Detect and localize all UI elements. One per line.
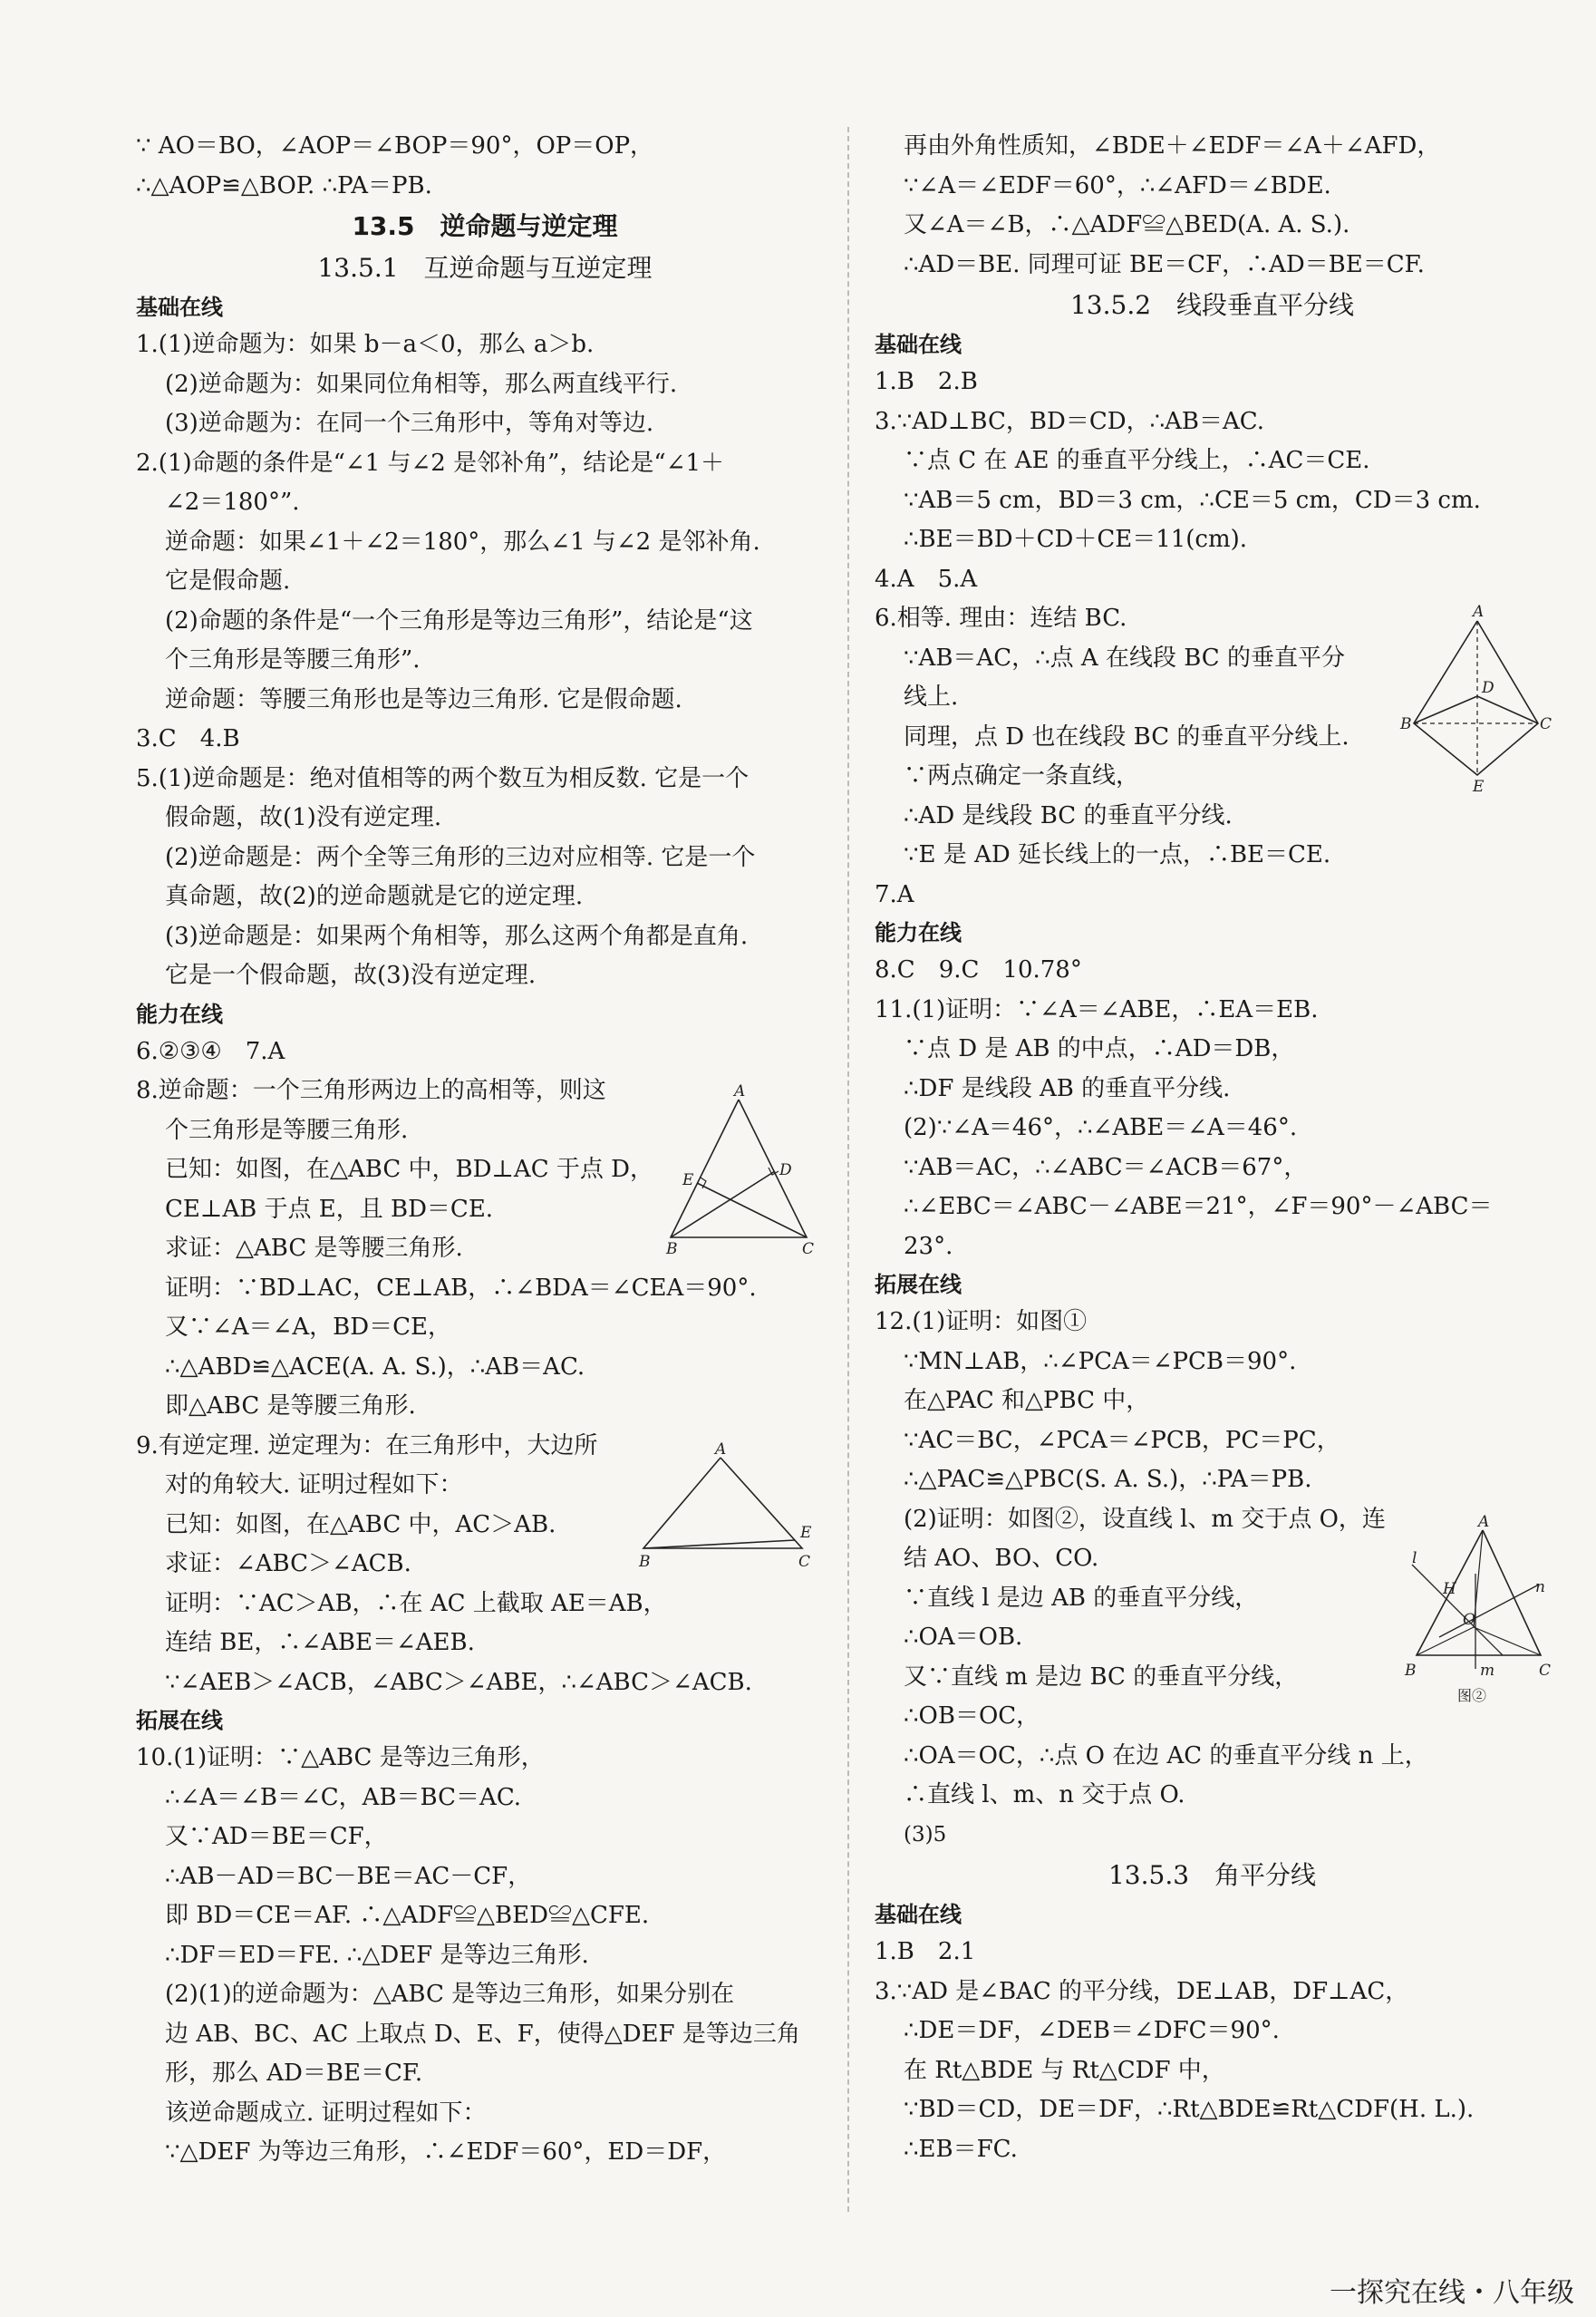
text-line: ∵MN⊥AB，∴∠PCA＝∠PCB＝90°. bbox=[904, 1347, 1297, 1375]
fig12-label-n: n bbox=[1535, 1578, 1545, 1596]
fig6-label-D: D bbox=[1482, 679, 1494, 697]
text-line: ∵BD＝CD，DE＝DF，∴Rt△BDE≌Rt△CDF(H. L.). bbox=[904, 2096, 1475, 2123]
text-line: 对的角较大. 证明过程如下： bbox=[165, 1471, 463, 1498]
fig8-label-E: E bbox=[682, 1171, 694, 1189]
text-line: 求证：△ABC 是等腰三角形. bbox=[165, 1235, 463, 1262]
fig12-label-A: A bbox=[1478, 1513, 1490, 1531]
text-line: 1.(1)逆命题为：如果 b－a＜0，那么 a＞b. bbox=[136, 331, 595, 358]
text-line: (2)逆命题是：两个全等三角形的三边对应相等. 它是一个 bbox=[165, 843, 756, 871]
text-line: 它是一个假命题，故(3)没有逆定理. bbox=[165, 962, 537, 989]
text-line: 它是假命题. bbox=[165, 567, 291, 595]
column-divider bbox=[847, 127, 849, 2212]
text-line: ∵AC＝BC，∠PCA＝∠PCB，PC＝PC， bbox=[904, 1426, 1340, 1454]
section-heading: 基础在线 bbox=[875, 332, 962, 357]
text-line: 逆命题：如果∠1＋∠2＝180°，那么∠1 与∠2 是邻补角. bbox=[165, 528, 760, 556]
section-title: 13.5.3 角平分线 bbox=[1108, 1860, 1317, 1890]
text-line: 12.(1)证明：如图① bbox=[875, 1308, 1088, 1335]
text-line: (3)逆命题为：在同一个三角形中，等角对等边. bbox=[165, 410, 654, 437]
text-line: 即 BD＝CE＝AF. ∴△ADF≌△BED≌△CFE. bbox=[165, 1902, 650, 1929]
section-heading: 基础在线 bbox=[875, 1902, 962, 1927]
text-line: ∵AB＝AC，∴点 A 在线段 BC 的垂直平分 bbox=[904, 644, 1345, 672]
text-line: ∴AB－AD＝BC－BE＝AC－CF， bbox=[165, 1862, 532, 1890]
figure-problem-12 bbox=[1403, 1513, 1552, 1713]
text-line: 23°. bbox=[904, 1232, 953, 1260]
text-line: 在 Rt△BDE 与 Rt△CDF 中， bbox=[904, 2056, 1225, 2084]
text-line: ∵∠A＝∠EDF＝60°，∴∠AFD＝∠BDE. bbox=[904, 171, 1331, 199]
text-line: ∵点 C 在 AE 的垂直平分线上，∴AC＝CE. bbox=[904, 447, 1370, 474]
text-line: 该逆命题成立. 证明过程如下： bbox=[165, 2099, 487, 2127]
section-title: 13.5 逆命题与逆定理 bbox=[352, 211, 618, 241]
text-line: 1.B 2.B bbox=[875, 368, 978, 395]
section-title: 13.5.2 线段垂直平分线 bbox=[1069, 290, 1355, 320]
text-line: ∴AD＝BE. 同理可证 BE＝CF，∴AD＝BE＝CF. bbox=[904, 250, 1425, 278]
text-line: (2)证明：如图②，设直线 l、m 交于点 O，连 bbox=[904, 1505, 1386, 1533]
text-line: 即△ABC 是等腰三角形. bbox=[165, 1392, 416, 1420]
fig6-label-A: A bbox=[1473, 603, 1485, 621]
text-line: (2)(1)的逆命题为：△ABC 是等边三角形，如果分别在 bbox=[165, 1981, 735, 2008]
text-line: 真命题，故(2)的逆命题就是它的逆定理. bbox=[165, 883, 584, 910]
section-title: 13.5.1 互逆命题与互逆定理 bbox=[317, 253, 653, 283]
text-line: 4.A 5.A bbox=[875, 565, 978, 593]
section-heading: 拓展在线 bbox=[136, 1708, 223, 1733]
section-heading: 基础在线 bbox=[136, 295, 223, 320]
fig12-label-B: B bbox=[1405, 1662, 1417, 1680]
fig12-label-l: l bbox=[1412, 1549, 1417, 1567]
text-line: 10.(1)证明：∵△ABC 是等边三角形， bbox=[136, 1744, 545, 1771]
fig9-label-C: C bbox=[798, 1553, 811, 1571]
text-line: 同理，点 D 也在线段 BC 的垂直平分线上. bbox=[904, 722, 1349, 751]
fig9-label-A: A bbox=[715, 1440, 727, 1459]
figure-problem-9 bbox=[639, 1440, 820, 1577]
text-line: ∵∠AEB＞∠ACB，∠ABC＞∠ABE，∴∠ABC＞∠ACB. bbox=[165, 1668, 752, 1696]
text-line: 个三角形是等腰三角形”. bbox=[165, 646, 421, 674]
text-line: ∴DE＝DF，∠DEB＝∠DFC＝90°. bbox=[904, 2017, 1280, 2044]
text-line: 在△PAC 和△PBC 中， bbox=[904, 1387, 1150, 1414]
text-line: ∴∠A＝∠B＝∠C，AB＝BC＝AC. bbox=[165, 1783, 522, 1811]
text-line: (3)5 bbox=[904, 1822, 947, 1847]
text-line: 线上. bbox=[904, 683, 959, 711]
text-line: ∠2＝180°”. bbox=[165, 489, 300, 516]
text-line: 6.②③④ 7.A bbox=[136, 1037, 285, 1065]
text-line: 8.逆命题：一个三角形两边上的高相等，则这 bbox=[136, 1077, 606, 1104]
text-line: 假命题，故(1)没有逆定理. bbox=[165, 804, 442, 831]
section-heading: 拓展在线 bbox=[875, 1272, 962, 1297]
fig8-label-C: C bbox=[802, 1240, 815, 1258]
text-line: ∵△DEF 为等边三角形，∴∠EDF＝60°，ED＝DF， bbox=[165, 2138, 727, 2166]
text-line: ∴OA＝OC，∴点 O 在边 AC 的垂直平分线 n 上， bbox=[904, 1741, 1428, 1769]
text-line: (3)逆命题是：如果两个角相等，那么这两个角都是直角. bbox=[165, 922, 749, 950]
text-line: 5.(1)逆命题是：绝对值相等的两个数互为相反数. 它是一个 bbox=[136, 764, 750, 792]
fig8-label-D: D bbox=[779, 1161, 792, 1179]
text-line: ∴△PAC≌△PBC(S. A. S.)，∴PA＝PB. bbox=[904, 1466, 1312, 1493]
text-line: 又∵直线 m 是边 BC 的垂直平分线， bbox=[904, 1663, 1299, 1691]
text-line: ∴BE＝BD＋CD＋CE＝11(cm). bbox=[904, 526, 1248, 553]
fig8-label-B: B bbox=[666, 1240, 678, 1258]
text-line: 再由外角性质知，∠BDE＋∠EDF＝∠A＋∠AFD， bbox=[904, 132, 1441, 160]
text-line: 证明：∵BD⊥AC，CE⊥AB，∴∠BDA＝∠CEA＝90°. bbox=[165, 1274, 757, 1302]
figure-problem-6 bbox=[1400, 603, 1552, 797]
text-line: 边 AB、BC、AC 上取点 D、E、F，使得△DEF 是等边三角 bbox=[165, 2020, 800, 2048]
text-line: 又∠A＝∠B，∴△ADF≌△BED(A. A. S.). bbox=[904, 211, 1350, 238]
text-line: ∴OB＝OC， bbox=[904, 1702, 1040, 1730]
text-line: 7.A bbox=[875, 880, 914, 908]
text-line: ∴△ABD≌△ACE(A. A. S.)，∴AB＝AC. bbox=[165, 1352, 585, 1381]
fig12-label-O: O bbox=[1463, 1611, 1475, 1629]
fig9-label-B: B bbox=[639, 1553, 651, 1571]
text-line: ∴直线 l、m、n 交于点 O. bbox=[904, 1781, 1185, 1808]
text-line: ∴△AOP≌△BOP. ∴PA＝PB. bbox=[136, 171, 432, 199]
text-line: 个三角形是等腰三角形. bbox=[165, 1116, 409, 1144]
page-footer: 一探究在线・八年级 bbox=[1330, 2277, 1574, 2309]
fig12-label-H: H bbox=[1443, 1580, 1456, 1598]
text-line: 已知：如图，在△ABC 中，AC＞AB. bbox=[165, 1510, 556, 1538]
text-line: (2)命题的条件是“一个三角形是等边三角形”，结论是“这 bbox=[165, 606, 753, 635]
text-line: ∵E 是 AD 延长线上的一点，∴BE＝CE. bbox=[904, 841, 1331, 868]
text-line: 3.C 4.B bbox=[136, 725, 240, 752]
text-line: ∵ AO＝BO，∠AOP＝∠BOP＝90°，OP＝OP， bbox=[136, 132, 654, 160]
fig12-label-m: m bbox=[1480, 1662, 1495, 1680]
text-line: 3.∵AD 是∠BAC 的平分线，DE⊥AB，DF⊥AC， bbox=[875, 1977, 1409, 2005]
text-line: 逆命题：等腰三角形也是等边三角形. 它是假命题. bbox=[165, 685, 682, 713]
text-line: CE⊥AB 于点 E，且 BD＝CE. bbox=[165, 1195, 494, 1223]
fig8-label-A: A bbox=[734, 1082, 746, 1100]
text-line: 8.C 9.C 10.78° bbox=[875, 956, 1082, 984]
text-line: 已知：如图，在△ABC 中，BD⊥AC 于点 D， bbox=[165, 1156, 653, 1183]
fig12-caption: 图② bbox=[1457, 1687, 1487, 1704]
section-heading: 能力在线 bbox=[875, 920, 962, 945]
text-line: 求证：∠ABC＞∠ACB. bbox=[165, 1550, 411, 1577]
fig9-label-E: E bbox=[800, 1524, 812, 1542]
text-line: ∵两点确定一条直线， bbox=[904, 762, 1140, 790]
fig6-label-B: B bbox=[1400, 715, 1412, 733]
text-line: ∴OA＝OB. bbox=[904, 1624, 1023, 1651]
text-line: 连结 BE，∴∠ABE＝∠AEB. bbox=[165, 1629, 475, 1656]
text-line: ∵直线 l 是边 AB 的垂直平分线， bbox=[904, 1584, 1259, 1612]
text-line: ∵点 D 是 AB 的中点，∴AD＝DB， bbox=[904, 1035, 1295, 1062]
fig12-label-C: C bbox=[1539, 1662, 1552, 1680]
section-heading: 能力在线 bbox=[136, 1001, 223, 1027]
text-line: ∴EB＝FC. bbox=[904, 2135, 1018, 2163]
text-line: 又∵AD＝BE＝CF， bbox=[165, 1823, 388, 1850]
text-line: 9.有逆定理. 逆定理为：在三角形中，大边所 bbox=[136, 1431, 598, 1459]
text-line: 证明：∵AC＞AB，∴在 AC 上截取 AE＝AB， bbox=[165, 1589, 667, 1617]
text-line: ∴∠EBC＝∠ABC－∠ABE＝21°，∠F＝90°－∠ABC＝ bbox=[904, 1193, 1493, 1220]
text-line: ∴AD 是线段 BC 的垂直平分线. bbox=[904, 801, 1233, 829]
text-line: 又∵∠A＝∠A，BD＝CE， bbox=[165, 1314, 451, 1341]
text-line: 形，那么 AD＝BE＝CF. bbox=[165, 2060, 423, 2087]
figure-problem-8 bbox=[666, 1082, 820, 1258]
text-line: ∴DF＝ED＝FE. ∴△DEF 是等边三角形. bbox=[165, 1941, 589, 1969]
text-line: 2.(1)命题的条件是“∠1 与∠2 是邻补角”，结论是“∠1＋ bbox=[136, 449, 725, 477]
fig6-label-E: E bbox=[1473, 778, 1485, 796]
text-line: (2)逆命题为：如果同位角相等，那么两直线平行. bbox=[165, 370, 678, 398]
text-line: 3.∵AD⊥BC，BD＝CD，∴AB＝AC. bbox=[875, 407, 1265, 435]
text-line: ∵AB＝5 cm，BD＝3 cm，∴CE＝5 cm，CD＝3 cm. bbox=[904, 486, 1481, 514]
text-line: 1.B 2.1 bbox=[875, 1938, 976, 1965]
fig6-label-C: C bbox=[1540, 715, 1552, 733]
text-line: ∴DF 是线段 AB 的垂直平分线. bbox=[904, 1074, 1231, 1102]
text-line: 11.(1)证明：∵∠A＝∠ABE，∴EA＝EB. bbox=[875, 995, 1319, 1023]
text-line: ∵AB＝AC，∴∠ABC＝∠ACB＝67°， bbox=[904, 1153, 1308, 1181]
right-column bbox=[875, 127, 1550, 2169]
text-line: 6.相等. 理由：连结 BC. bbox=[875, 605, 1127, 632]
text-line: (2)∵∠A＝46°，∴∠ABE＝∠A＝46°. bbox=[904, 1114, 1298, 1141]
text-line: 结 AO、BO、CO. bbox=[904, 1545, 1099, 1572]
